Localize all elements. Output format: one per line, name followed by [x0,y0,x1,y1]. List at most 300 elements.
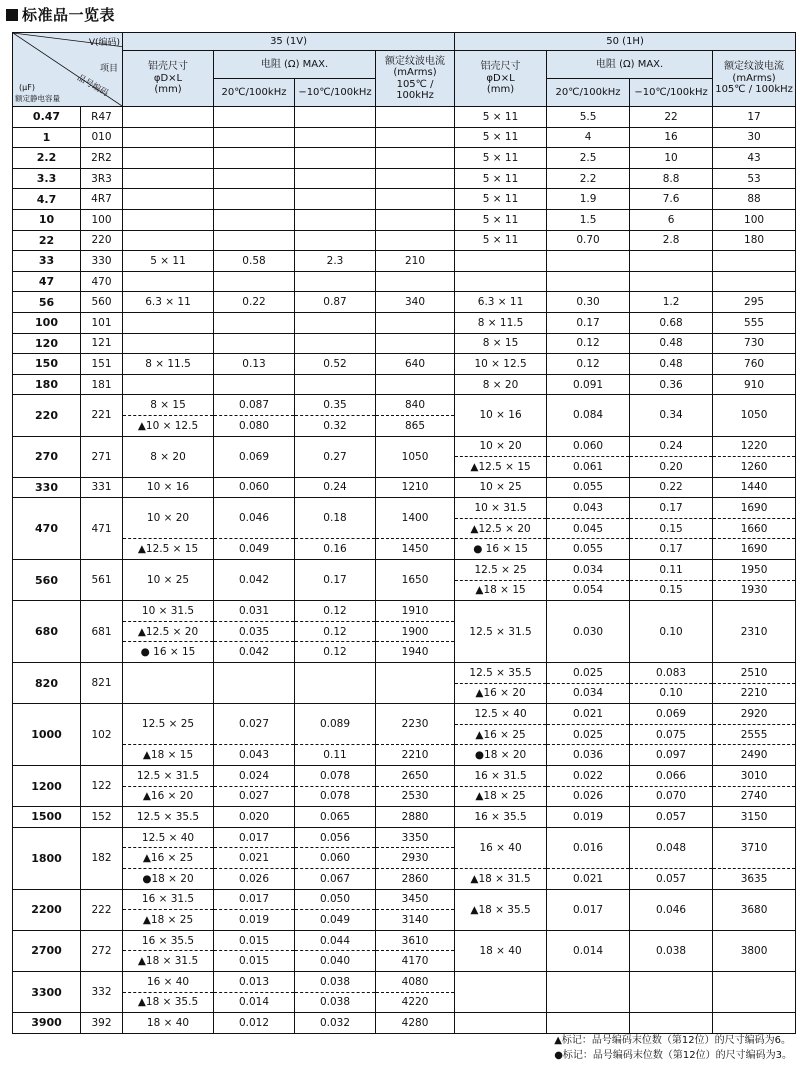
v35-res20-cell: 0.035 [214,621,295,642]
capacitance-cell: 1500 [13,807,81,828]
table-row [13,889,796,910]
capacitance-cell: 56 [13,292,81,313]
v35-ripple-cell: 3450 [376,889,455,910]
spec-table [12,32,796,1034]
table-row [13,168,796,189]
v50-resm10-cell: 0.15 [630,518,713,539]
v50-res20-cell: 0.034 [547,560,630,581]
capacitance-cell: 0.47 [13,107,81,128]
v35-resm10-cell: 0.089 [295,704,376,745]
table-row [13,107,796,128]
v50-res20-cell: 5.5 [547,107,630,128]
v50-res20-cell: 2.2 [547,168,630,189]
empty-cell [214,107,295,128]
v35-ripple-cell: 1450 [376,539,455,560]
v35-resm10-cell: 0.11 [295,745,376,766]
v35-ripple-cell: 1210 [376,477,455,498]
empty-cell [713,971,796,1012]
empty-cell [123,148,214,169]
capacitance-cell: 1800 [13,827,81,889]
v50-ripple-cell: 760 [713,354,796,375]
empty-cell [547,271,630,292]
size-header-35: 铝壳尺寸 φD×L (mm) [123,51,214,107]
v50-ripple-cell: 180 [713,230,796,251]
capacitance-cell: 1000 [13,704,81,766]
capacitance-cell: 2.2 [13,148,81,169]
code-cell: 272 [81,930,123,971]
v35-resm10-cell: 0.12 [295,601,376,622]
table-row [13,333,796,354]
v35-ripple-cell: 2210 [376,745,455,766]
v35-resm10-cell: 0.049 [295,910,376,931]
v50-res20-cell: 0.025 [547,663,630,684]
v35-resm10-cell: 0.12 [295,621,376,642]
code-cell: 220 [81,230,123,251]
v50-size-cell: 8 × 20 [455,374,547,395]
v50-size-cell: 10 × 25 [455,477,547,498]
v35-ripple-cell: 840 [376,395,455,416]
v35-ripple-cell: 1940 [376,642,455,663]
v35-ripple-cell: 1900 [376,621,455,642]
v35-resm10-cell: 0.078 [295,786,376,807]
v35-res20-cell: 0.22 [214,292,295,313]
v35-res20-cell: 0.042 [214,560,295,601]
empty-cell [123,230,214,251]
empty-cell [123,271,214,292]
table-row [13,560,796,581]
v35-res20-cell: 0.087 [214,395,295,416]
v50-res20-cell: 0.045 [547,518,630,539]
v50-res20-cell: 1.5 [547,209,630,230]
empty-cell [376,663,455,704]
v50-ripple-cell: 2210 [713,683,796,704]
empty-cell [214,374,295,395]
v35-ripple-cell: 3140 [376,910,455,931]
code-cell: 100 [81,209,123,230]
v50-ripple-cell: 17 [713,107,796,128]
footnote-triangle: ▲标记：品号编码末位数（第12位）的尺寸编码为6。 [554,1035,791,1046]
v35-ripple-cell: 3350 [376,827,455,848]
empty-cell [123,209,214,230]
v50-size-cell: ▲18 × 15 [455,580,547,601]
code-cell: 151 [81,354,123,375]
code-cell: 271 [81,436,123,477]
v35-res20-cell: 0.13 [214,354,295,375]
v35-size-cell: ▲16 × 25 [123,848,214,869]
v35-res20-cell: 0.012 [214,1013,295,1034]
v35-size-cell: ▲18 × 35.5 [123,992,214,1013]
v50-size-cell: 10 × 16 [455,395,547,436]
v35-size-cell: 8 × 15 [123,395,214,416]
capacitance-cell: 3900 [13,1013,81,1034]
code-cell: 152 [81,807,123,828]
empty-cell [123,189,214,210]
voltage-50-header: 50 (1H) [455,33,796,51]
footnotes [554,1033,792,1063]
empty-cell [214,209,295,230]
empty-cell [547,971,630,1012]
v35-resm10-cell: 0.17 [295,560,376,601]
table-row [13,354,796,375]
empty-cell [455,1013,547,1034]
empty-cell [376,107,455,128]
code-cell: 221 [81,395,123,436]
res-header-35: 电阻 (Ω) MAX. [214,51,376,79]
empty-cell [295,107,376,128]
v35-resm10-cell: 0.050 [295,889,376,910]
v50-resm10-cell: 0.24 [630,436,713,457]
v50-resm10-cell: 0.057 [630,807,713,828]
v35-ripple-cell: 2860 [376,868,455,889]
code-cell: 470 [81,271,123,292]
code-cell: 471 [81,498,123,560]
v50-size-cell: ▲18 × 31.5 [455,868,547,889]
code-cell: 330 [81,251,123,272]
empty-cell [295,127,376,148]
v50-size-cell: 10 × 31.5 [455,498,547,519]
code-cell: 102 [81,704,123,766]
empty-cell [376,374,455,395]
v50-res20-cell: 0.016 [547,827,630,868]
v50-ripple-cell: 3680 [713,889,796,930]
v50-res20-cell: 0.055 [547,477,630,498]
v50-res20-cell: 2.5 [547,148,630,169]
empty-cell [630,971,713,1012]
v50-size-cell: ● 16 × 15 [455,539,547,560]
v35-ripple-cell: 2650 [376,766,455,787]
v35-size-cell: 8 × 11.5 [123,354,214,375]
v50-size-cell: 6.3 × 11 [455,292,547,313]
empty-cell [214,312,295,333]
title-square-icon [6,9,18,21]
v50-ripple-cell: 3150 [713,807,796,828]
page-title-text: 标准品一览表 [22,6,116,24]
empty-cell [123,127,214,148]
v35-resm10-cell: 0.038 [295,971,376,992]
v50-res20-cell: 0.30 [547,292,630,313]
v35-size-cell: 5 × 11 [123,251,214,272]
v50-resm10-cell: 0.48 [630,354,713,375]
v50-ripple-cell: 1660 [713,518,796,539]
v50-ripple-cell: 1950 [713,560,796,581]
empty-cell [547,251,630,272]
table-row [13,663,796,684]
v50-ripple-cell: 1050 [713,395,796,436]
v50-ripple-cell: 3010 [713,766,796,787]
v50-resm10-cell: 0.083 [630,663,713,684]
v35-resm10-cell: 0.078 [295,766,376,787]
capacitance-cell: 2200 [13,889,81,930]
v35-size-cell: ▲18 × 15 [123,745,214,766]
table-row [13,436,796,457]
empty-cell [376,189,455,210]
empty-cell [455,271,547,292]
empty-cell [295,168,376,189]
empty-cell [713,1013,796,1034]
v35-resm10-cell: 0.35 [295,395,376,416]
table-row [13,971,796,992]
empty-cell [214,333,295,354]
v35-size-cell: 16 × 35.5 [123,930,214,951]
v50-res20-cell: 0.019 [547,807,630,828]
v35-res20-cell: 0.019 [214,910,295,931]
table-row [13,868,796,889]
v35-size-cell: ●18 × 20 [123,868,214,889]
v50-res20-cell: 0.030 [547,601,630,663]
v50-resm10-cell: 0.17 [630,498,713,519]
empty-cell [630,1013,713,1034]
code-cell: 821 [81,663,123,704]
v50-res20-cell: 0.022 [547,766,630,787]
v35-resm10-cell: 0.16 [295,539,376,560]
empty-cell [214,168,295,189]
table-row [13,1013,796,1034]
empty-cell [123,107,214,128]
v50-ripple-cell: 295 [713,292,796,313]
v35-resm10-cell: 0.044 [295,930,376,951]
empty-cell [455,251,547,272]
v50-res20-cell: 1.9 [547,189,630,210]
v35-ripple-cell: 4280 [376,1013,455,1034]
empty-cell [214,189,295,210]
table-row [13,148,796,169]
v50-size-cell: 5 × 11 [455,230,547,251]
v50-resm10-cell: 0.069 [630,704,713,725]
empty-cell [123,374,214,395]
empty-cell [123,312,214,333]
v50-resm10-cell: 16 [630,127,713,148]
v50-resm10-cell: 0.048 [630,827,713,868]
capacitance-label: 额定静电容量 [15,94,60,103]
v35-res20-cell: 0.017 [214,889,295,910]
empty-cell [295,312,376,333]
v50-ripple-cell: 53 [713,168,796,189]
v50-resm10-cell: 0.097 [630,745,713,766]
v50-ripple-cell: 1440 [713,477,796,498]
v35-size-cell: 8 × 20 [123,436,214,477]
v50-resm10-cell: 0.20 [630,457,713,478]
ripple-header-35: 额定纹波电流 (mArms) 105℃ / 100kHz [376,51,455,107]
v50-resm10-cell: 8.8 [630,168,713,189]
table-row [13,374,796,395]
v35-size-cell: 10 × 25 [123,560,214,601]
v50-size-cell: 5 × 11 [455,209,547,230]
code-cell: 4R7 [81,189,123,210]
v35-resm10-cell: 0.32 [295,415,376,436]
v35-res20-cell: 0.014 [214,992,295,1013]
empty-cell [547,1013,630,1034]
empty-cell [295,271,376,292]
v35-size-cell: ▲16 × 20 [123,786,214,807]
code-cell: 3R3 [81,168,123,189]
v50-size-cell: 12.5 × 40 [455,704,547,725]
v50-size-cell: 5 × 11 [455,168,547,189]
empty-cell [295,189,376,210]
v50-res20-cell: 0.12 [547,333,630,354]
resm10-header-50: −10℃/100kHz [630,79,713,107]
code-cell: 392 [81,1013,123,1034]
res20-header-35: 20℃/100kHz [214,79,295,107]
v50-size-cell: ▲12.5 × 15 [455,457,547,478]
code-cell: 101 [81,312,123,333]
v50-size-cell: 5 × 11 [455,148,547,169]
capacitance-cell: 100 [13,312,81,333]
empty-cell [376,312,455,333]
v35-resm10-cell: 0.065 [295,807,376,828]
v50-ripple-cell: 2310 [713,601,796,663]
v50-size-cell: 10 × 12.5 [455,354,547,375]
v50-resm10-cell: 0.046 [630,889,713,930]
v35-res20-cell: 0.069 [214,436,295,477]
v50-resm10-cell: 0.070 [630,786,713,807]
capacitance-cell: 2700 [13,930,81,971]
v50-resm10-cell: 0.17 [630,539,713,560]
v50-size-cell: ●18 × 20 [455,745,547,766]
code-cell: 681 [81,601,123,663]
v50-resm10-cell: 7.6 [630,189,713,210]
v35-size-cell: 12.5 × 40 [123,827,214,848]
v35-ripple-cell: 340 [376,292,455,313]
v50-res20-cell: 0.091 [547,374,630,395]
v50-res20-cell: 0.061 [547,457,630,478]
v35-resm10-cell: 0.067 [295,868,376,889]
v35-res20-cell: 0.043 [214,745,295,766]
v50-resm10-cell: 0.10 [630,683,713,704]
v35-resm10-cell: 0.056 [295,827,376,848]
table-row [13,704,796,725]
v50-resm10-cell: 10 [630,148,713,169]
capacitance-cell: 150 [13,354,81,375]
v50-size-cell: 18 × 40 [455,930,547,971]
v50-ripple-cell: 2490 [713,745,796,766]
v35-ripple-cell: 640 [376,354,455,375]
v35-res20-cell: 0.080 [214,415,295,436]
capacitance-cell: 1200 [13,766,81,807]
v50-ripple-cell: 3635 [713,868,796,889]
table-row [13,477,796,498]
v35-res20-cell: 0.58 [214,251,295,272]
capacitance-cell: 120 [13,333,81,354]
v50-res20-cell: 0.021 [547,868,630,889]
v35-size-cell: ▲18 × 25 [123,910,214,931]
res20-header-50: 20℃/100kHz [547,79,630,107]
voltage-35-header: 35 (1V) [123,33,455,51]
v35-size-cell: 16 × 31.5 [123,889,214,910]
v50-size-cell: 12.5 × 31.5 [455,601,547,663]
v50-ripple-cell: 1690 [713,498,796,519]
code-label: 品号编码 [75,73,110,99]
v35-size-cell: ▲12.5 × 15 [123,539,214,560]
v50-res20-cell: 0.17 [547,312,630,333]
v35-res20-cell: 0.026 [214,868,295,889]
v35-size-cell: ▲10 × 12.5 [123,415,214,436]
v50-ripple-cell: 3800 [713,930,796,971]
v50-ripple-cell: 1690 [713,539,796,560]
v50-res20-cell: 0.017 [547,889,630,930]
unit-label: (μF) [19,83,35,92]
v35-res20-cell: 0.020 [214,807,295,828]
v50-res20-cell: 0.70 [547,230,630,251]
capacitance-cell: 3.3 [13,168,81,189]
v50-size-cell: 16 × 40 [455,827,547,868]
ripple-header-50: 额定纹波电流 (mArms) 105℃ / 100kHz [713,51,796,107]
v50-size-cell: 12.5 × 35.5 [455,663,547,684]
v50-ripple-cell: 1220 [713,436,796,457]
empty-cell [123,663,214,704]
empty-cell [376,333,455,354]
resm10-header-35: −10℃/100kHz [295,79,376,107]
v35-res20-cell: 0.013 [214,971,295,992]
v35-ripple-cell: 4170 [376,951,455,972]
v50-res20-cell: 0.043 [547,498,630,519]
v35-size-cell: 10 × 20 [123,498,214,539]
table-row [13,292,796,313]
empty-cell [455,971,547,1012]
v35-resm10-cell: 0.18 [295,498,376,539]
v35-res20-cell: 0.024 [214,766,295,787]
v50-ripple-cell: 2740 [713,786,796,807]
empty-cell [376,209,455,230]
v50-ripple-cell: 1260 [713,457,796,478]
v50-ripple-cell: 2920 [713,704,796,725]
table-row [13,601,796,622]
v50-resm10-cell: 6 [630,209,713,230]
v35-resm10-cell: 0.032 [295,1013,376,1034]
empty-cell [630,271,713,292]
v35-res20-cell: 0.049 [214,539,295,560]
table-row [13,539,796,560]
empty-cell [214,663,295,704]
footnote-circle: ●标记：品号编码末位数（第12位）的尺寸编码为3。 [554,1050,792,1061]
size-header-50: 铝壳尺寸 φD×L (mm) [455,51,547,107]
v35-ripple-cell: 1650 [376,560,455,601]
v35-resm10-cell: 0.060 [295,848,376,869]
v35-ripple-cell: 2880 [376,807,455,828]
v35-ripple-cell: 2530 [376,786,455,807]
v35-res20-cell: 0.015 [214,930,295,951]
v35-ripple-cell: 4080 [376,971,455,992]
table-body [13,107,796,1034]
v50-ripple-cell: 1930 [713,580,796,601]
table-row [13,786,796,807]
table-row [13,930,796,951]
capacitance-cell: 820 [13,663,81,704]
v50-ripple-cell: 30 [713,127,796,148]
v35-ripple-cell: 210 [376,251,455,272]
v35-res20-cell: 0.042 [214,642,295,663]
code-cell: 331 [81,477,123,498]
v50-size-cell: ▲18 × 35.5 [455,889,547,930]
v50-res20-cell: 0.060 [547,436,630,457]
table-row [13,807,796,828]
v35-size-cell: 10 × 31.5 [123,601,214,622]
table-row [13,827,796,848]
v50-size-cell: 10 × 20 [455,436,547,457]
v50-res20-cell: 0.084 [547,395,630,436]
v35-ripple-cell: 3610 [376,930,455,951]
v50-size-cell: ▲16 × 25 [455,724,547,745]
v50-ripple-cell: 88 [713,189,796,210]
v50-resm10-cell: 0.10 [630,601,713,663]
v35-resm10-cell: 0.038 [295,992,376,1013]
v50-ripple-cell: 910 [713,374,796,395]
v50-resm10-cell: 0.066 [630,766,713,787]
v50-ripple-cell: 43 [713,148,796,169]
v35-resm10-cell: 0.52 [295,354,376,375]
v35-resm10-cell: 0.87 [295,292,376,313]
empty-cell [713,271,796,292]
empty-cell [376,230,455,251]
